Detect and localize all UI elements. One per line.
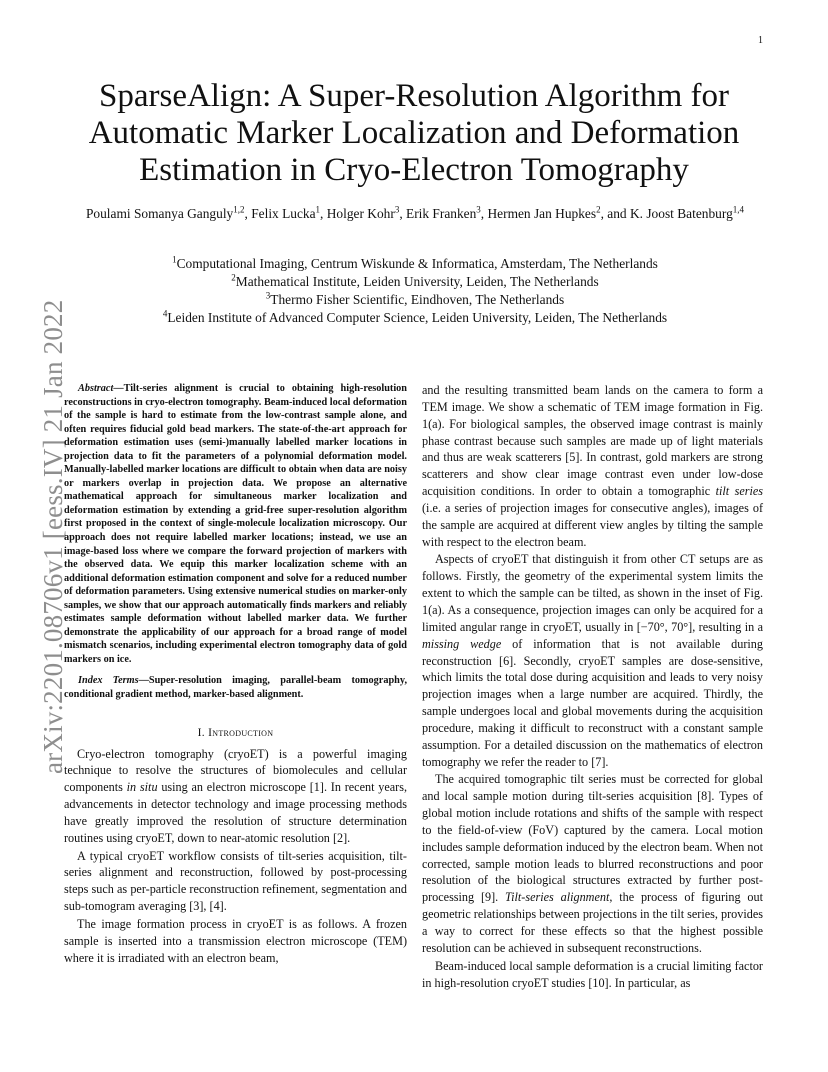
author-superscript: 1 (315, 204, 321, 215)
emphasized-text: missing wedge (422, 636, 502, 651)
introduction-left-text (64, 746, 407, 967)
author-name: Erik Franken (406, 206, 477, 221)
page-number: 1 (758, 35, 763, 46)
introduction-right-text (422, 382, 763, 991)
affiliation-text: Computational Imaging, Centrum Wiskunde & Informatica, Amsterdam, The Netherlands (176, 256, 658, 271)
paragraph-text: , the process of figuring out geometric relationships between projections in the tilt series, provides a way to correct for these effects so that the highest possible resolution can be achieved in subsequent reconstructions. (422, 890, 763, 955)
author-name: Felix Lucka (251, 206, 316, 221)
abstract-text: —Tilt-series alignment is crucial to obtaining high-resolution reconstructions in cryo-electron tomography. Beam-induced local deformation of the sample is hard to estimate from the low-contrast sample alone, and often requires fiducial gold bead markers. The state-of-the-art approach for deformation estimation uses (semi-)manually labelled marker locations in projection data to fit the parameters of a polynomial deformation model. Manually-labelled marker locations are difficult to obtain when data are noisy or markers overlap in projection data. We propose an alternative mathematical approach for simultaneous marker localization and deformation estimation by extending a grid-free super-resolution algorithm first proposed in the context of single-molecule localization microscopy. Our approach does not require labelled marker locations; instead, we use an image-based loss where we compare the forward projection of markers with the observed data. We equip this marker localization scheme with an additional deformation estimation component and solve for a reduced number of deformation parameters. Using extensive numerical studies on marker-only samples, we show that our approach automatically finds markers and reliably estimates sample deformation without labelled marker data. We further demonstrate the applicability of our approach for a broad range of model mismatch scenarios, including experimental electron tomography data of gold markers on ice. (64, 383, 407, 665)
body-paragraph (64, 848, 407, 915)
abstract-label: Abstract (78, 383, 114, 394)
affiliation-list (100, 255, 730, 327)
author-superscript: 3 (476, 204, 481, 215)
arxiv-identifier-stamp[interactable]: arXiv:2201.08706v1 [eess.IV] 21 Jan 2022 (38, 299, 68, 774)
body-paragraph (422, 382, 763, 550)
author-name: Hermen Jan Hupkes (487, 206, 597, 221)
body-paragraph (422, 771, 763, 956)
body-paragraph (64, 916, 407, 967)
right-column (422, 382, 763, 991)
paragraph-text: The acquired tomographic tilt series must be corrected for global and local sample motion during tilt-series acquisition [8]. Types of global motion include rotations and shifts of the sample with respect to the field-of-view (FoV) captured by the camera. Local motion includes sample deformation induced by the electron beam. When not corrected, sample motion leads to blurred reconstructions and poor resolution of the biological structures extracted by further post-processing [9]. (422, 772, 763, 905)
title-line: Automatic Marker Localization and Deformation (88, 115, 740, 151)
paragraph-text: Aspects of cryoET that distinguish it from other CT setups are as follows. Firstly, the geometry of the experimental system limits the extent to which the sample can be tilted, as shown in the inset of Fig. 1(a). As a consequence, projection images can only be acquired for a limited angular range in cryoET, usually in [−70°, 70°], resulting in a (422, 552, 763, 634)
affiliation-superscript: 1 (172, 254, 177, 265)
affiliation-text: Thermo Fisher Scientific, Eindhoven, The Netherlands (270, 292, 565, 307)
paragraph-text: using an electron microscope [1]. In recent years, advancements in detector technology and image processing methods have greatly improved the resolution of structure determination routines using cryoET, down to near-atomic resolution [2]. (64, 780, 407, 845)
author-superscript: 3 (394, 204, 400, 215)
paragraph-text: The image formation process in cryoET is as follows. A frozen sample is inserted into a transmission electron microscope (TEM) where it is irradiated with an electron beam, (64, 917, 407, 965)
title-line: SparseAlign: A Super-Resolution Algorithm for (99, 78, 729, 114)
index-terms (64, 674, 407, 701)
left-column (64, 382, 407, 967)
section-heading: I. Introduction (197, 726, 274, 739)
paragraph-text: and the resulting transmitted beam lands on the camera to form a TEM image. We show a schematic of TEM image formation in Fig. 1(a). For biological samples, the observed image contrast is mainly phase contrast because such samples are made up of light materials and thus are weak scatterers [5]. In contrast, gold markers are strong scatterers and show clear image contrast even under low-dose acquisition conditions. In order to obtain a tomographic (422, 383, 763, 499)
affiliation-superscript: 4 (162, 308, 168, 319)
paragraph-text: (i.e. a series of projection images for consecutive angles), images of the sample are acquired at different view angles by tilting the sample with respect to the electron beam. (422, 500, 763, 549)
author-list: Poulami Somanya Ganguly$^{1,2}$, Felix Lucka$^1$, Holger Kohr$^3$, Erik Franken$^3$, Hermen Jan Hupkes$^2$, and K. Joost Batenburg$^{1,4}$ (85, 204, 745, 221)
affiliation-line (100, 309, 730, 327)
body-paragraph (422, 551, 763, 770)
body-paragraph (422, 958, 763, 992)
affiliation-superscript: 2 (231, 272, 236, 283)
affiliation-line (100, 273, 730, 291)
paragraph-text: A typical cryoET workflow consists of tilt-series acquisition, tilt-series alignment and reconstruction, followed by post-processing steps such as per-particle reconstruction refinement, segmentation and sub-tomogram averaging [3], [4]. (64, 848, 407, 914)
affiliation-line (100, 291, 730, 309)
author-superscript: 1,4 (732, 204, 745, 215)
paragraph-text: Cryo-electron tomography (cryoET) is a powerful imaging technique to resolve the structures of biomolecules and cellular components (64, 746, 407, 795)
author-name: K. Joost Batenburg (629, 206, 733, 221)
abstract (64, 382, 407, 666)
body-paragraph (64, 746, 407, 847)
emphasized-text: Tilt-series alignment (505, 890, 610, 905)
affiliation-text: Mathematical Institute, Leiden University, Leiden, The Netherlands (235, 274, 599, 289)
author-superscript: 2 (596, 204, 601, 215)
author-name: Holger Kohr (326, 206, 395, 221)
paper-title (60, 78, 768, 189)
paragraph-text: Beam-induced local sample deformation is a crucial limiting factor in high-resolution cryoET studies [10]. In particular, as (422, 958, 763, 990)
emphasized-text: tilt series (715, 484, 764, 499)
affiliation-superscript: 3 (265, 290, 271, 301)
paragraph-text: of information that is not available during reconstruction [6]. Secondly, cryoET samples are dose-sensitive, which limits the total dose during acquisition and leads to very noisy projection images when a large number are acquired. Thirdly, the sample undergoes local and global movements during the acquisition procedure, making it difficult to reconstruct with a constant sample assumption. For a detailed discussion on the mathematics of electron tomography we refer the reader to [7]. (422, 636, 763, 769)
index-terms-text: —Super-resolution imaging, parallel-beam tomography, conditional gradient method, marker-based alignment. (64, 675, 408, 701)
emphasized-text: in situ (126, 780, 158, 795)
affiliation-text: Leiden Institute of Advanced Computer Science, Leiden University, Leiden, The Netherlands (167, 310, 668, 325)
title-line: Estimation in Cryo-Electron Tomography (139, 152, 689, 188)
index-terms-label: Index Terms (78, 675, 139, 687)
author-superscript: 1,2 (233, 204, 245, 215)
author-name: Poulami Somanya Ganguly (85, 206, 234, 221)
affiliation-line (100, 255, 730, 273)
